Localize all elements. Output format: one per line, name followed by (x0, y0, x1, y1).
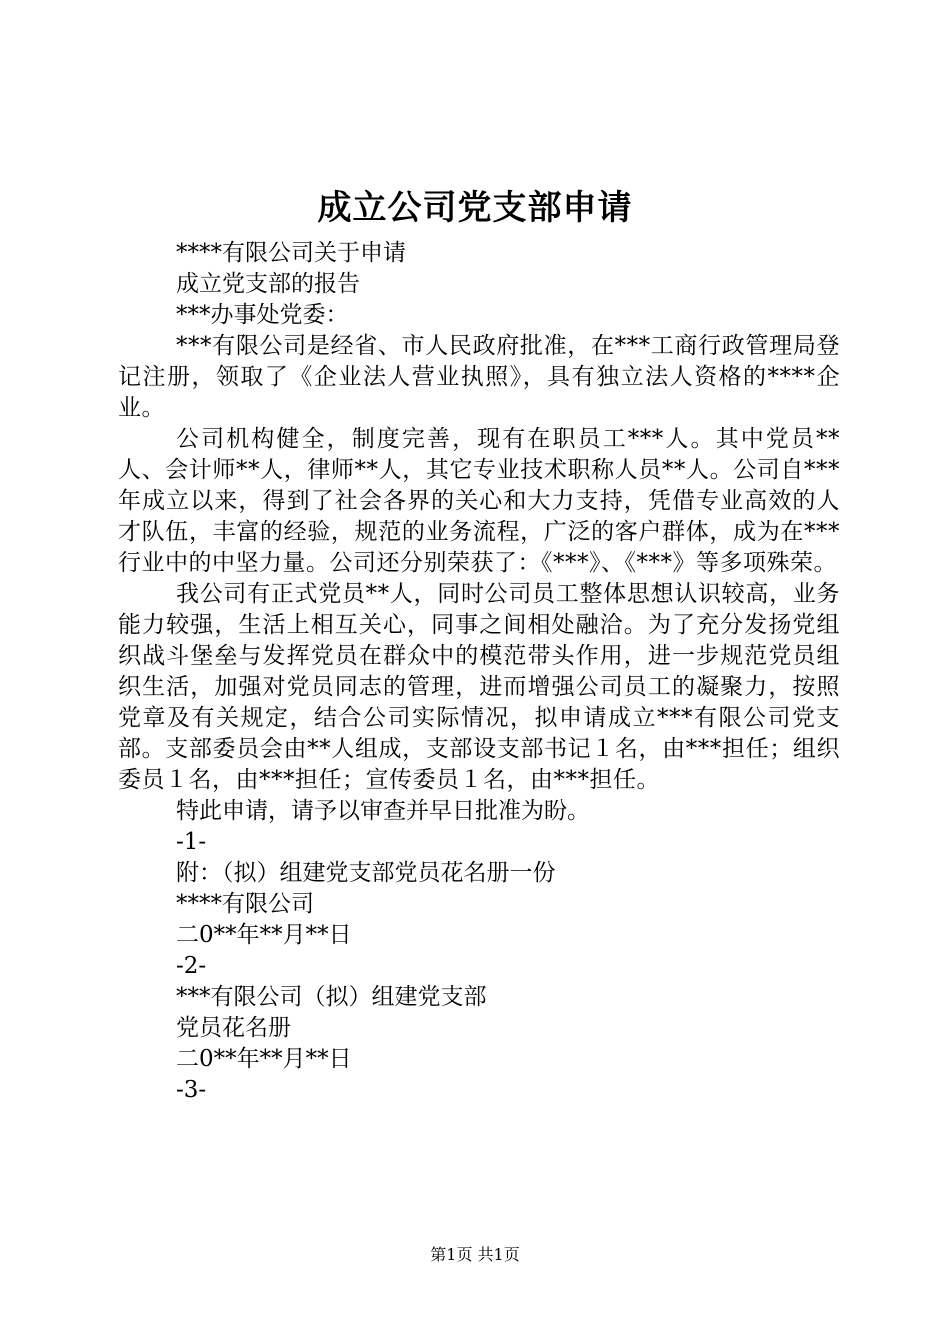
attachment-line: 附：（拟）组建党支部党员花名册一份 (176, 860, 556, 886)
report-title-line: 成立党支部的报告 (176, 271, 360, 297)
roster-title-line-1: ***有限公司（拟）组建党支部 (176, 984, 487, 1010)
roster-date: 二0**年**月**日 (176, 1046, 352, 1072)
page-mark-2: -2- (176, 953, 207, 979)
paragraph-company-intro: ***有限公司是经省、市人民政府批准，在***工商行政管理局登记注册，领取了《企业法人营业执照》，具有独立法人资格的****企业。 (118, 333, 840, 421)
page-mark-1: -1- (176, 829, 207, 855)
document-body (118, 238, 840, 1106)
paragraph-company-profile: 公司机构健全，制度完善，现有在职员工***人。其中党员**人、会计师**人，律师**人，其它专业技术职称人员**人。公司自***年成立以来，得到了社会各界的关心和大力支持，凭借专业高效的人才队伍，丰富的经验，规范的业务流程，广泛的客户群体，成为在***行业中的中坚力量。公司还分别荣获了：《***》、《***》等多项殊荣。 (118, 426, 841, 576)
signature-date: 二0**年**月**日 (176, 922, 352, 948)
signature-company: ****有限公司 (176, 891, 314, 917)
page-mark-3: -3- (176, 1077, 207, 1103)
closing-line: 特此申请，请予以审查并早日批准为盼。 (176, 798, 590, 824)
page-footer: 第1页 共1页 (430, 1245, 520, 1264)
company-header-line: ****有限公司关于申请 (176, 240, 406, 266)
document-title: 成立公司党支部申请 (317, 188, 633, 228)
paragraph-branch-plan: 我公司有正式党员**人，同时公司员工整体思想认识较高，业务能力较强，生活上相互关心，同事之间相处融洽。为了充分发扬党组织战斗堡垒与发挥党员在群众中的模范带头作用，进一步规范党员组织生活，加强对党员同志的管理，进而增强公司员工的凝聚力，按照党章及有关规定，结合公司实际情况，拟申请成立***有限公司党支部。支部委员会由**人组成，支部设支部书记１名，由***担任；组织委员１名，由***担任；宣传委员１名，由***担任。 (118, 581, 840, 793)
addressee-line: ***办事处党委： (176, 302, 349, 328)
roster-title-line-2: 党员花名册 (176, 1015, 291, 1041)
